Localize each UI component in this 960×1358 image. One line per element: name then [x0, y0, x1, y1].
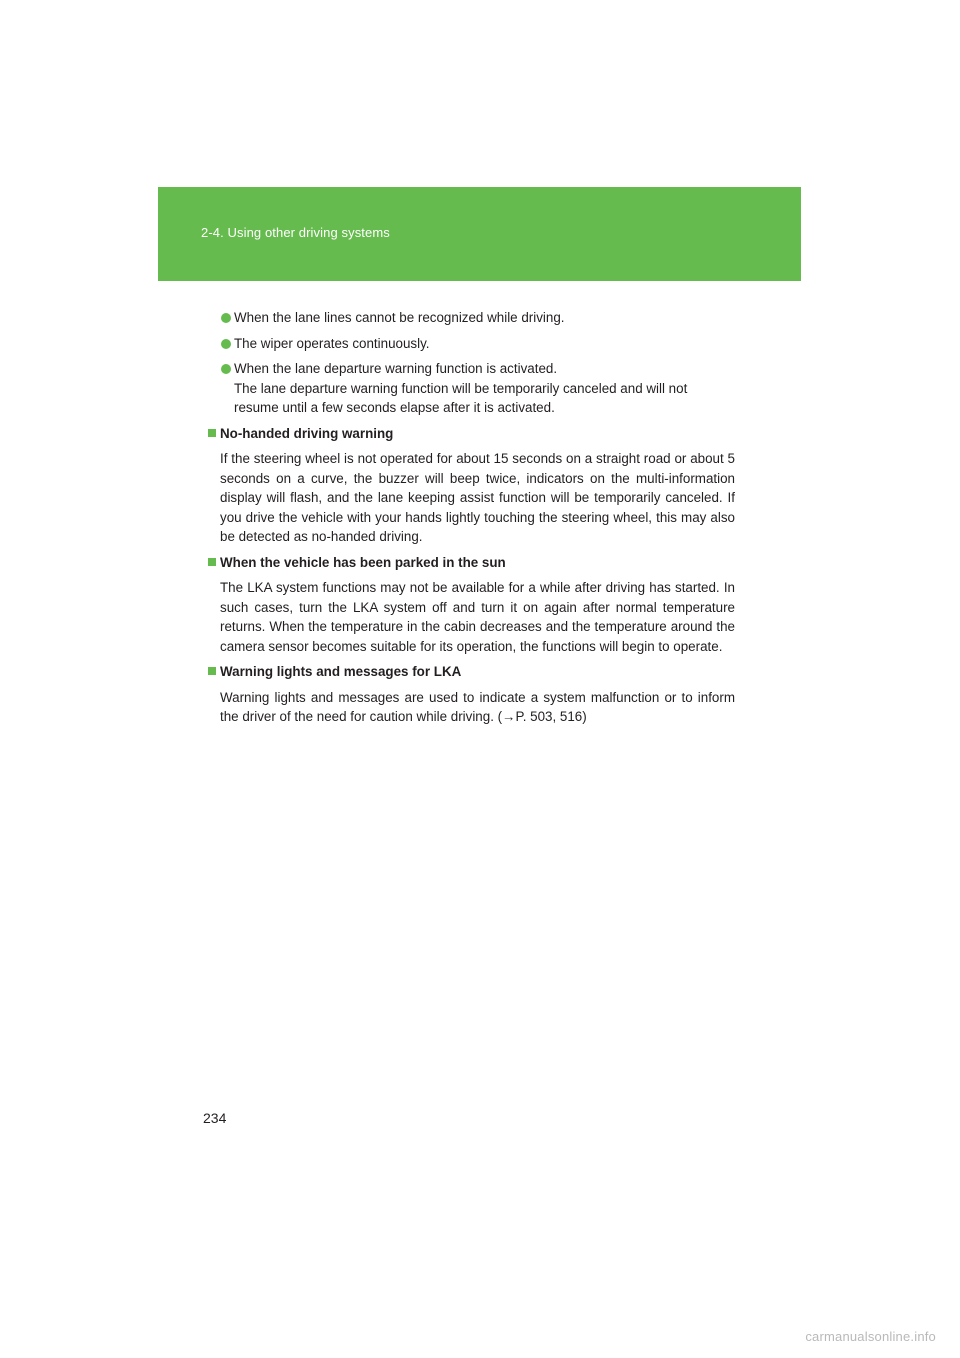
subsection-heading-text: No-handed driving warning: [220, 425, 394, 441]
square-bullet-icon: [208, 667, 216, 675]
subsection-body: The LKA system functions may not be available for a while after driving has started. In such cases, turn the LKA system off and turn it on again after normal temperature returns. When the temperature in the cabin decreases and the temperature around the camera sensor becomes suitable for its operation, the functions will begin to operate.: [220, 580, 735, 654]
page-content: [220, 308, 735, 733]
subsection-body: If the steering wheel is not operated for about 15 seconds on a straight road or about 5 seconds on a curve, the buzzer will beep twice, indicators on the multi-information display will flash, and the lane keeping assist function will be temporarily canceled. If you drive the vehicle with your hands lightly touching the steering wheel, this may also be detected as no-handed driving.: [220, 451, 735, 544]
square-bullet-icon: [208, 429, 216, 437]
subsection-heading-text: When the vehicle has been parked in the sun: [220, 554, 506, 570]
bullet-text: When the lane departure warning function is activated.: [234, 361, 558, 376]
page-number: 234: [203, 1110, 227, 1126]
bullet-dot-icon: [221, 313, 231, 323]
bullet-subtext: The lane departure warning function will be temporarily canceled and will not resume until a few seconds elapse after it is activated.: [234, 380, 688, 415]
subsection-heading: [208, 553, 735, 573]
subsection-heading: [208, 662, 735, 682]
subsection-heading: [208, 424, 735, 444]
bullet-item: [220, 334, 735, 354]
section-label: 2-4. Using other driving systems: [201, 225, 390, 240]
bullet-dot-icon: [221, 364, 231, 374]
bullet-text: The wiper operates continuously.: [234, 335, 430, 351]
bullet-dot-icon: [221, 339, 231, 349]
square-bullet-icon: [208, 558, 216, 566]
subsection-warning-lights: [220, 662, 735, 727]
bullet-item: [220, 359, 735, 418]
bullet-item: [220, 308, 735, 328]
section-header-band: [158, 187, 801, 281]
subsection-body: Warning lights and messages are used to indicate a system malfunction or to inform the driver of the need for caution while driving. (→P. 503, 516): [220, 689, 735, 724]
subsection-heading-text: Warning lights and messages for LKA: [220, 664, 462, 679]
bullet-text: When the lane lines cannot be recognized while driving.: [234, 310, 565, 325]
subsection-parked-in-sun: [220, 553, 735, 657]
subsection-no-handed-driving: [220, 424, 735, 547]
watermark: carmanualsonline.info: [805, 1329, 936, 1344]
